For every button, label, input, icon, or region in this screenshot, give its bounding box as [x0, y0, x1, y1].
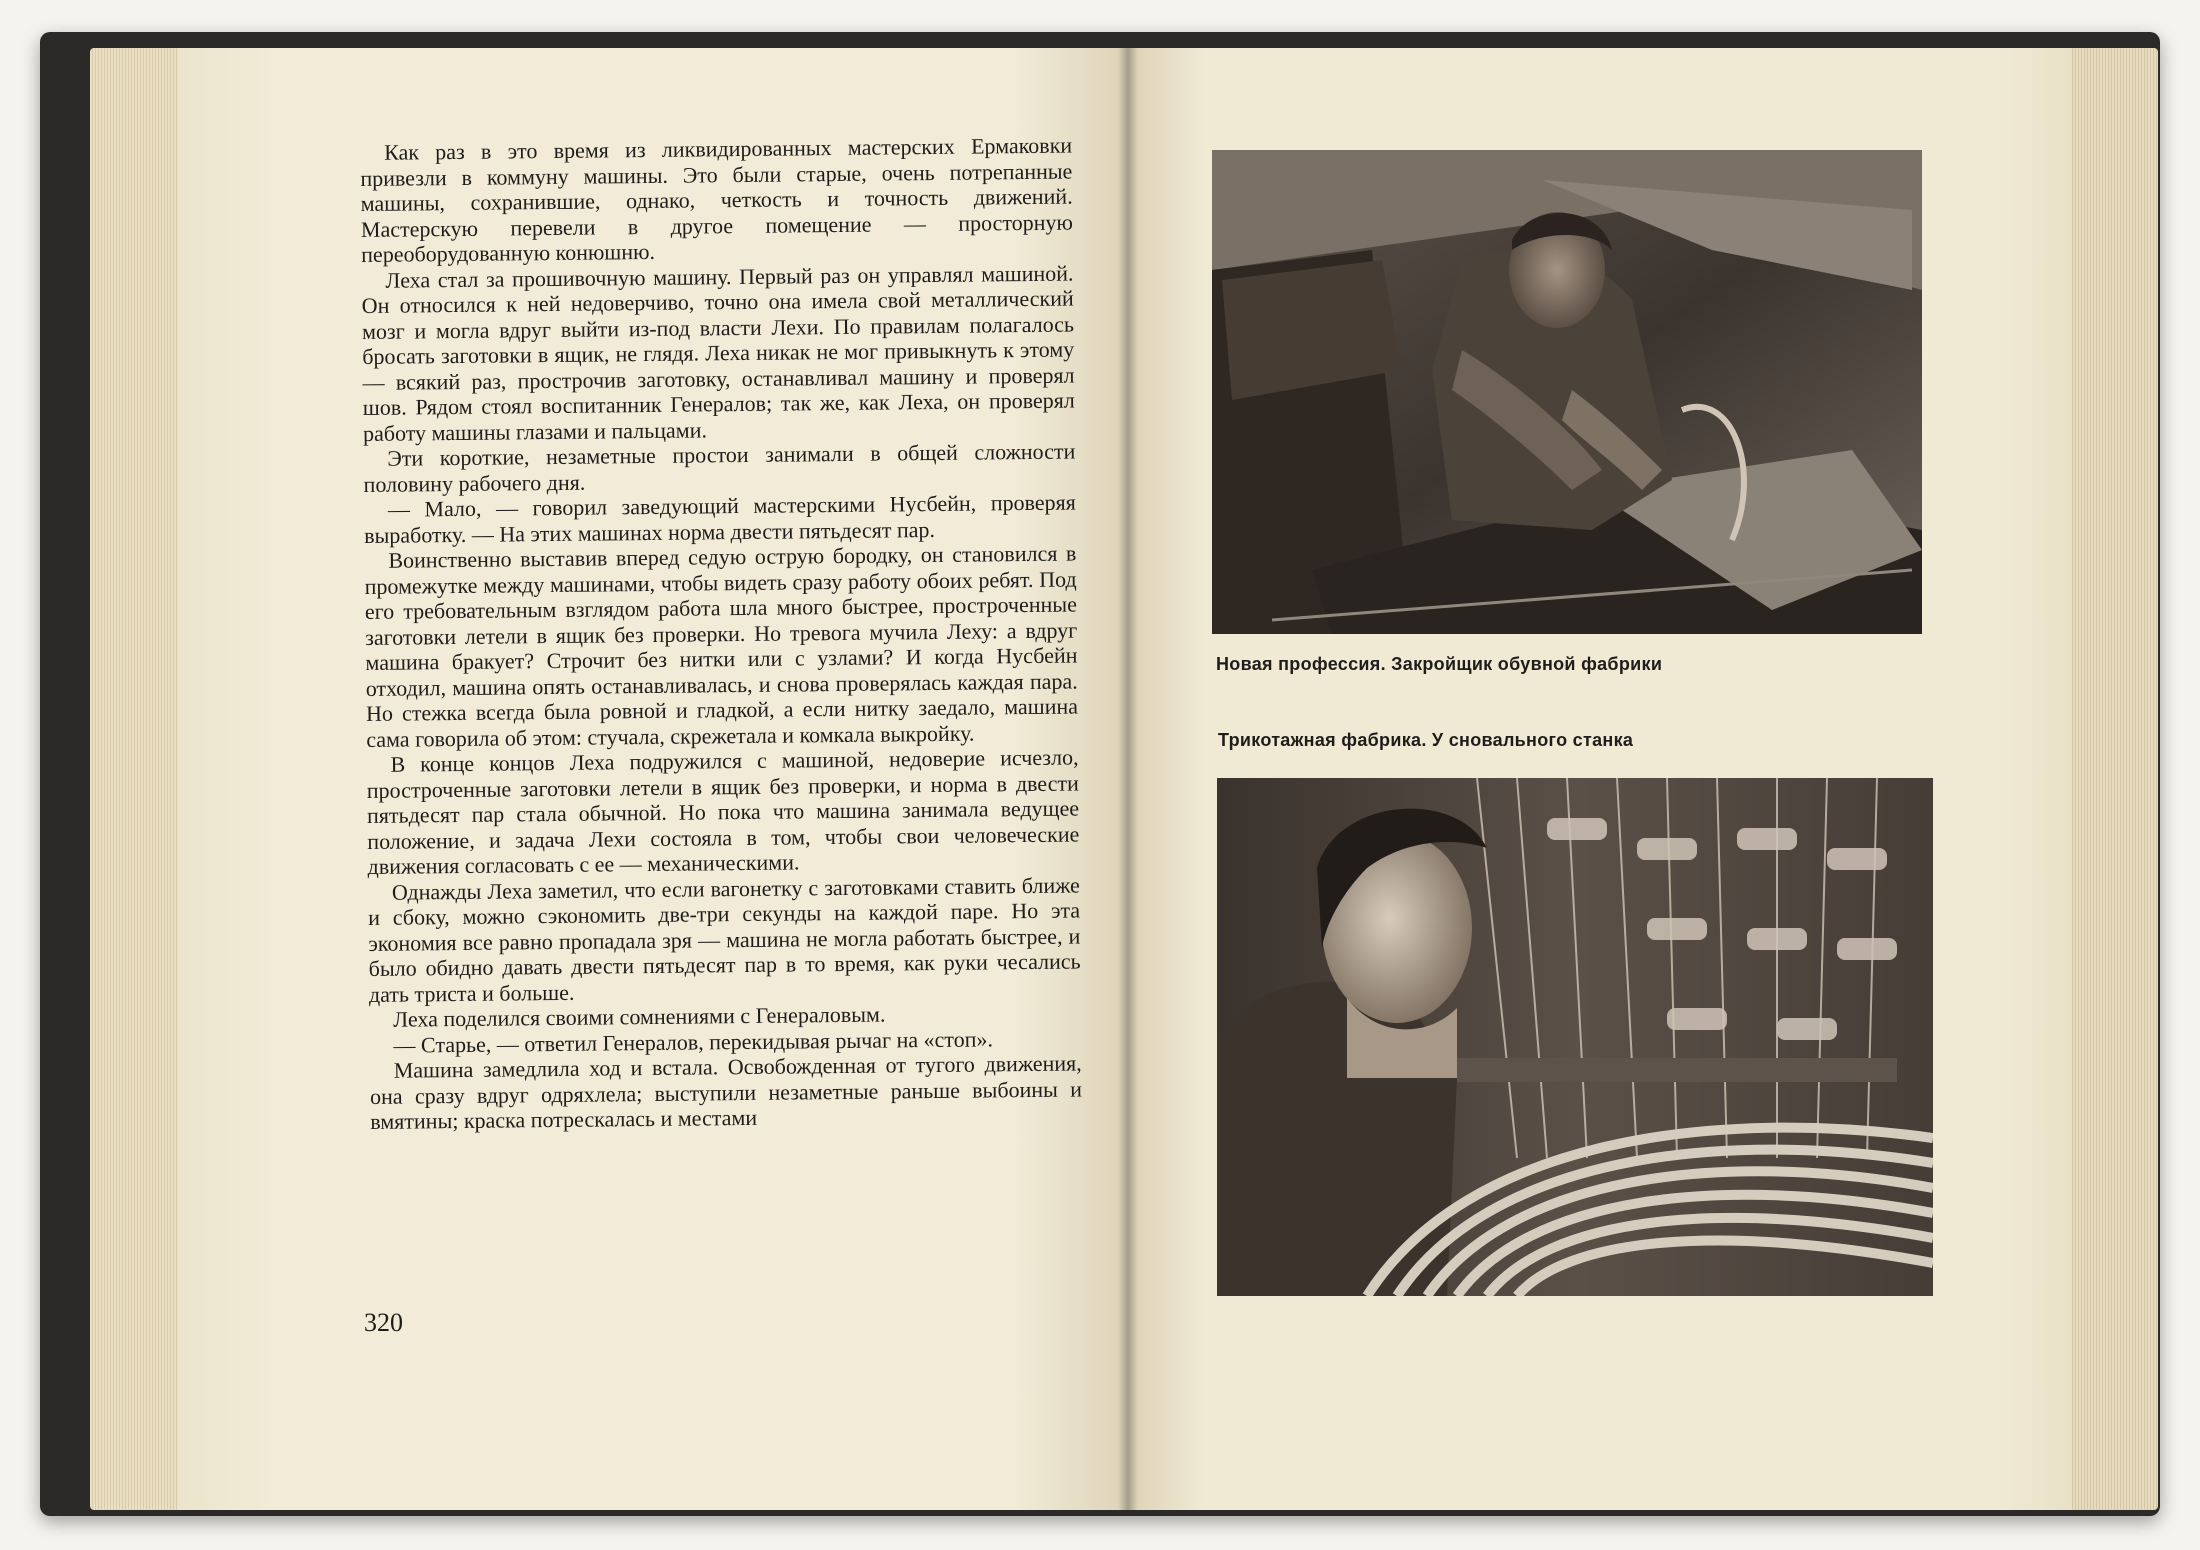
body-text: [360, 133, 1082, 1135]
paragraph: Воинственно выставив вперед седую острую бородку, он становился в промежутке между машинами, чтобы видеть сразу работу обоих ребят. Под его требовательным взглядом работа шла много быстрее, простроченные заготовки летели в ящик без проверки. Но тревога мучила Леху: а вдруг машина бракует? Строчит без нитки или с узлами? И когда Нусбейн отходил, машина опять останавливалась, и снова проверялась каждая пара. Но стежка всегда была ровной и гладкой, а если нитку заедало, машина сама говорила об этом: стучала, скрежетала и комкала выкройку.: [364, 540, 1079, 752]
page-edges-right: [2070, 48, 2158, 1510]
photo-shoe-factory-cutter: [1212, 150, 1922, 634]
book-gutter: [1118, 48, 1138, 1510]
photo-caption-2: Трикотажная фабрика. У сновального станка: [1218, 730, 1634, 750]
paragraph: Леха стал за прошивочную машину. Первый раз он управлял машиной. Он относился к ней недоверчиво, точно она имела свой металлический мозг и могла вдруг выйти из-под власти Лехи. По правилам полагалось бросать заготовки в ящик, не глядя. Леха никак не мог привыкнуть к этому — всякий раз, прострочив заготовку, останавливал машину и проверял шов. Рядом стоял воспитанник Генералов; так же, как Леха, он проверял работу машины глазами и пальцами.: [361, 260, 1075, 446]
photo-caption-1: Новая профессия. Закройщик обувной фабрики: [1216, 654, 1663, 674]
photo-textile-warping-machine: [1217, 778, 1933, 1296]
paragraph: Однажды Леха заметил, что если вагонетку с заготовками ставить ближе и сбоку, можно сэкономить две-три секунды на каждой паре. Но эта экономия все равно пропадала зря — машина не могла работать быстрее, и было обидно давать двести пятьдесят пар в то время, как руки чесались дать триста и больше.: [368, 872, 1081, 1007]
page-edges-left: [90, 48, 180, 1510]
paragraph: В конце концов Леха подружился с машиной, недоверие исчезло, простроченные заготовки летели в ящик без проверки, и норма в двести пятьдесят пар стала обычной. Но пока что машина занимала ведущее положение, и задача Лехи состояла в том, чтобы свои человеческие движения согласовать с ее — механическими.: [366, 744, 1080, 879]
page-number: 320: [364, 1308, 403, 1337]
paragraph: Леха поделился своими сомнениями с Генераловым.: [393, 1001, 886, 1032]
paragraph: — Старье, — ответил Генералов, перекидывая рычаг на «стоп».: [393, 1025, 994, 1058]
paragraph: Как раз в это время из ликвидированных мастерских Ермаковки привезли в коммуну машины. Это были старые, очень потрепанные машины, сохранившие, однако, четкость и точность движений. Мастерскую перевели в другое помещение — просторную переоборудованную конюшню.: [360, 132, 1074, 267]
paragraph: Машина замедлила ход и встала. Освобожденная от тугого движения, она сразу вдруг одряхлела; выступили незаметные раньше выбоины и вмятины; краска потрескалась и местами: [369, 1050, 1083, 1134]
paragraph: — Мало, — говорил заведующий мастерскими Нусбейн, проверяя выработку. — На этих машинах норма двести пятьдесят пар.: [364, 489, 1076, 548]
paragraph: Эти короткие, незаметные простои занимали в общей сложности половину рабочего дня.: [363, 438, 1076, 497]
